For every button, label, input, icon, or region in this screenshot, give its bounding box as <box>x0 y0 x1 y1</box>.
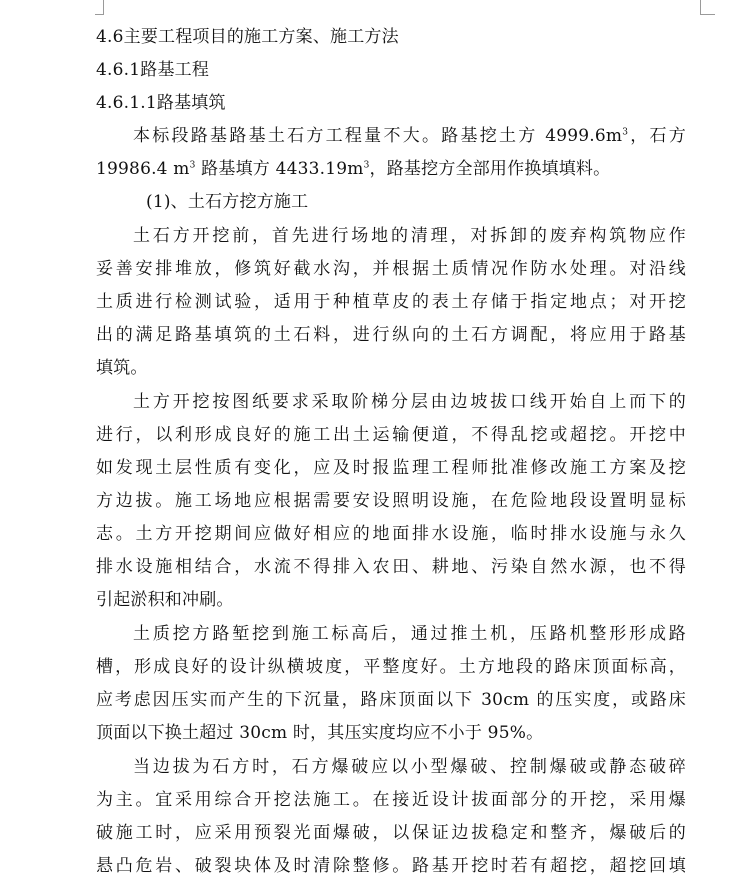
para5-line-1: 当边拔为石方时，石方爆破应以小型爆破、控制爆破或静态破碎 <box>133 757 686 777</box>
para3-line-2: 进行，以利形成良好的施工出土运输便道，不得乱挖或超挖。开挖中 <box>96 425 686 445</box>
para4-line-1: 土质挖方路堑挖到施工标高后，通过推土机，压路机整形形成路 <box>133 624 686 644</box>
superscript: 3 <box>622 127 629 138</box>
para4-line-3: 应考虑因压实而产生的下沉量，路床顶面以下 30cm 的压实度，或路床 <box>96 690 686 710</box>
para2-line-3: 土质进行检测试验，适用于种植草皮的表土存储于指定地点；对开挖 <box>96 292 686 312</box>
para2-line-1: 土石方开挖前，首先进行场地的清理，对拆卸的废弃构筑物应作 <box>133 226 686 246</box>
subheading-earthwork: (1)、土石方挖方施工 <box>146 192 309 212</box>
margin-mark-top-right <box>700 0 715 15</box>
margin-mark-top-left <box>95 0 104 15</box>
superscript: 3 <box>189 160 196 171</box>
para2-line-2: 妥善安排堆放，修筑好截水沟，并根据土质情况作防水处理。对沿线 <box>96 259 686 279</box>
para3-line-3: 如发现土层性质有变化，应及时报监理工程师批准修改施工方案及挖 <box>96 458 686 478</box>
para4-line-4: 顶面以下换土超过 30cm 时，其压实度均应不小于 95%。 <box>96 723 544 743</box>
para2-line-5: 填筑。 <box>96 358 148 378</box>
para1-line-2: 19986.4 $m^3$ 路基填方 $4433.19m^3$，路基挖方全部用作换填填料。 <box>96 159 611 179</box>
para3-line-5: 志。土方开挖期间应做好相应的地面排水设施，临时排水设施与永久 <box>96 524 686 544</box>
para5-line-4: 悬凸危岩、破裂块体及时清除整修。路基开挖时若有超挖，超挖回填 <box>96 856 686 876</box>
para2-line-4: 出的满足路基填筑的土石料，进行纵向的土石方调配，将应用于路基 <box>96 325 686 345</box>
para4-line-2: 槽，形成良好的设计纵横坡度，平整度好。土方地段的路床顶面标高， <box>96 657 686 677</box>
heading-4-6-1: 4.6.1路基工程 <box>96 60 210 80</box>
para3-line-7: 引起淤积和冲刷。 <box>96 590 234 610</box>
para5-line-2: 为主。宜采用综合开挖法施工。在接近设计拔面部分的开挖，采用爆 <box>96 790 686 810</box>
heading-4-6: 4.6主要工程项目的施工方案、施工方法 <box>96 27 399 47</box>
para3-line-1: 土方开挖按图纸要求采取阶梯分层由边坡拔口线开始自上而下的 <box>133 392 686 412</box>
para3-line-6: 排水设施相结合，水流不得排入农田、耕地、污染自然水源，也不得 <box>96 557 686 577</box>
superscript: 3 <box>363 160 370 171</box>
heading-4-6-1-1: 4.6.1.1路基填筑 <box>96 93 226 113</box>
para3-line-4: 方边拔。施工场地应根据需要安设照明设施，在危险地段设置明显标 <box>96 491 686 511</box>
para1-line-1: 本标段路基路基土石方工程量不大。路基挖土方 $4999.6m^3$，石方 <box>133 126 686 146</box>
para5-line-3: 破施工时，应采用预裂光面爆破，以保证边拔稳定和整齐，爆破后的 <box>96 823 686 843</box>
